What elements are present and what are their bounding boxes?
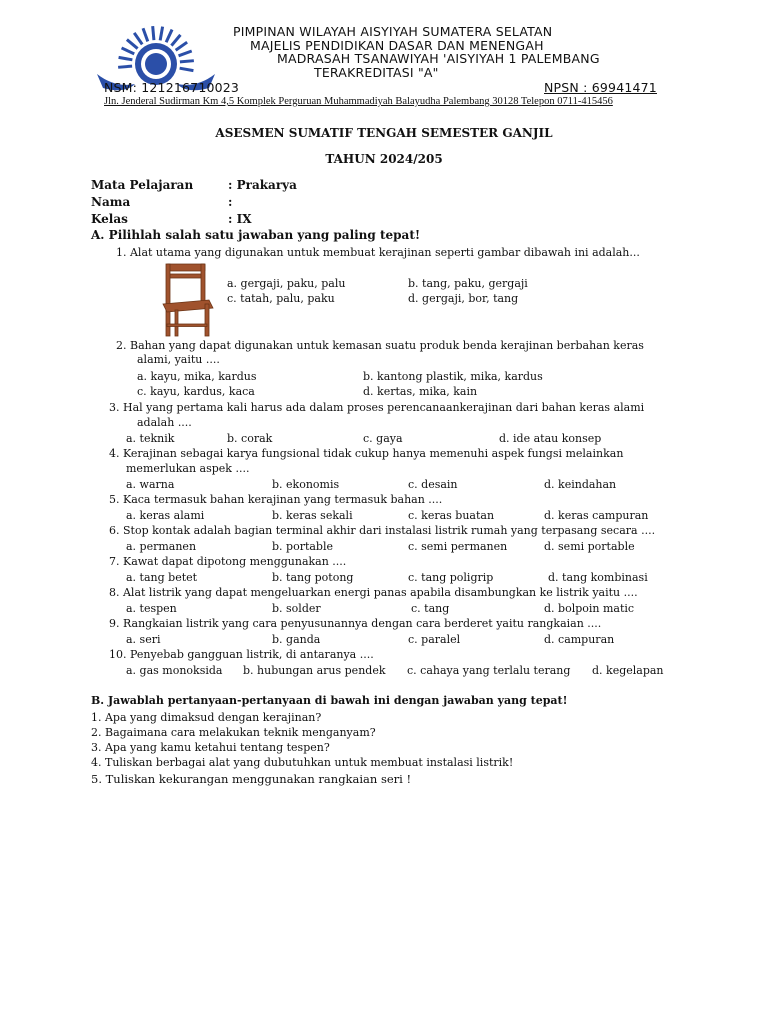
- q10-option-d: d. kegelapan: [592, 664, 664, 677]
- essay-question-3: 3. Apa yang kamu ketahui tentang tespen?: [91, 741, 330, 754]
- q9-option-a: a. seri: [126, 633, 161, 646]
- value-name: :: [228, 195, 233, 209]
- question-6: 6. Stop kontak adalah bagian terminal akhir dari instalasi listrik rumah yang terpasang secara ....: [109, 524, 656, 537]
- q9-option-b: b. ganda: [272, 633, 321, 646]
- question-1: 1. Alat utama yang digunakan untuk membuat kerajinan seperti gambar dibawah ini adalah...: [116, 246, 640, 259]
- q4-option-a: a. warna: [126, 478, 175, 491]
- q10-option-a: a. gas monoksida: [126, 664, 223, 677]
- q7-option-c: c. tang poligrip: [408, 571, 494, 584]
- q6-option-a: a. permanen: [126, 540, 197, 553]
- header-line-3: MADRASAH TSANAWIYAH 'AISYIYAH 1 PALEMBANG: [277, 51, 600, 66]
- q1-option-a: a. gergaji, paku, palu: [227, 277, 346, 290]
- q2-option-a: a. kayu, mika, kardus: [137, 370, 257, 383]
- q8-option-c: c. tang: [411, 602, 450, 615]
- q8-option-b: b. solder: [272, 602, 321, 615]
- school-address: Jln. Jenderal Sudirman Km 4,5 Komplek Perguruan Muhammadiyah Balayudha Palembang 30128 Telepon 0711-415456: [104, 96, 613, 107]
- essay-question-5: 5. Tuliskan kekurangan menggunakan rangkaian seri !: [91, 772, 412, 786]
- question-9: 9. Rangkaian listrik yang cara penyusunannya dengan cara berderet yaitu rangkaian ....: [109, 617, 602, 630]
- q3-option-c: c. gaya: [363, 432, 403, 445]
- header-line-4: TERAKREDITASI "A": [314, 65, 439, 80]
- question-5: 5. Kaca termasuk bahan kerajinan yang termasuk bahan ....: [109, 493, 443, 506]
- label-class: Kelas: [91, 212, 128, 226]
- q6-option-b: b. portable: [272, 540, 334, 553]
- q3-option-d: d. ide atau konsep: [499, 432, 602, 445]
- q10-option-b: b. hubungan arus pendek: [243, 664, 386, 677]
- essay-question-2: 2. Bagaimana cara melakukan teknik menganyam?: [91, 726, 376, 739]
- q3-option-b: b. corak: [227, 432, 273, 445]
- q5-option-d: d. keras campuran: [544, 509, 649, 522]
- question-2-cont: alami, yaitu ....: [137, 353, 220, 366]
- q7-option-a: a. tang betet: [126, 571, 198, 584]
- npsn: NPSN : 69941471: [544, 80, 657, 95]
- value-subject: : Prakarya: [228, 178, 297, 192]
- question-10: 10. Penyebab gangguan listrik, di antaranya ....: [109, 648, 374, 661]
- q1-option-b: b. tang, paku, gergaji: [408, 277, 528, 290]
- nsm: NSM: 121216710023: [104, 80, 240, 95]
- essay-question-4: 4. Tuliskan berbagai alat yang dubutuhkan untuk membuat instalasi listrik!: [91, 756, 514, 769]
- label-name: Nama: [91, 195, 131, 209]
- q7-option-d: d. tang kombinasi: [548, 571, 648, 584]
- question-3-cont: adalah ....: [137, 416, 192, 429]
- question-8: 8. Alat listrik yang dapat mengeluarkan energi panas apabila disambungkan ke listrik yaitu ....: [109, 586, 638, 599]
- q2-option-b: b. kantong plastik, mika, kardus: [363, 370, 543, 383]
- q2-option-d: d. kertas, mika, kain: [363, 385, 478, 398]
- header-line-1: PIMPINAN WILAYAH AISYIYAH SUMATERA SELATAN: [233, 24, 553, 39]
- question-3: 3. Hal yang pertama kali harus ada dalam proses perencanaankerajinan dari bahan keras alami: [109, 401, 645, 414]
- q2-option-c: c. kayu, kardus, kaca: [137, 385, 255, 398]
- q5-option-a: a. keras alami: [126, 509, 205, 522]
- q5-option-b: b. keras sekali: [272, 509, 353, 522]
- header-line-2: MAJELIS PENDIDIKAN DASAR DAN MENENGAH: [250, 38, 544, 53]
- q4-option-b: b. ekonomis: [272, 478, 340, 491]
- wooden-chair-image: [157, 262, 215, 338]
- q4-option-d: d. keindahan: [544, 478, 617, 491]
- question-7: 7. Kawat dapat dipotong menggunakan ....: [109, 555, 347, 568]
- section-b-heading: B. Jawablah pertanyaan-pertanyaan di bawah ini dengan jawaban yang tepat!: [91, 694, 568, 707]
- q6-option-c: c. semi permanen: [408, 540, 508, 553]
- essay-question-1: 1. Apa yang dimaksud dengan kerajinan?: [91, 711, 322, 724]
- q1-option-d: d. gergaji, bor, tang: [408, 292, 519, 305]
- q4-option-c: c. desain: [408, 478, 458, 491]
- q1-option-c: c. tatah, palu, paku: [227, 292, 335, 305]
- q3-option-a: a. teknik: [126, 432, 175, 445]
- q8-option-a: a. tespen: [126, 602, 177, 615]
- value-class: : IX: [228, 212, 252, 226]
- question-4: 4. Kerajinan sebagai karya fungsional tidak cukup hanya memenuhi aspek fungsi melainkan: [109, 447, 624, 460]
- exam-year: TAHUN 2024/205: [325, 152, 443, 166]
- q10-option-c: c. cahaya yang terlalu terang: [407, 664, 571, 677]
- q5-option-c: c. keras buatan: [408, 509, 495, 522]
- q6-option-d: d. semi portable: [544, 540, 635, 553]
- q9-option-d: d. campuran: [544, 633, 615, 646]
- question-2: 2. Bahan yang dapat digunakan untuk kemasan suatu produk benda kerajinan berbahan keras: [116, 339, 644, 352]
- exam-title: ASESMEN SUMATIF TENGAH SEMESTER GANJIL: [215, 126, 553, 140]
- section-a-heading: A. Pilihlah salah satu jawaban yang paling tepat!: [91, 228, 421, 242]
- label-subject: Mata Pelajaran: [91, 178, 194, 192]
- q9-option-c: c. paralel: [408, 633, 461, 646]
- question-4-cont: memerlukan aspek ....: [126, 462, 250, 475]
- q8-option-d: d. bolpoin matic: [544, 602, 635, 615]
- q7-option-b: b. tang potong: [272, 571, 354, 584]
